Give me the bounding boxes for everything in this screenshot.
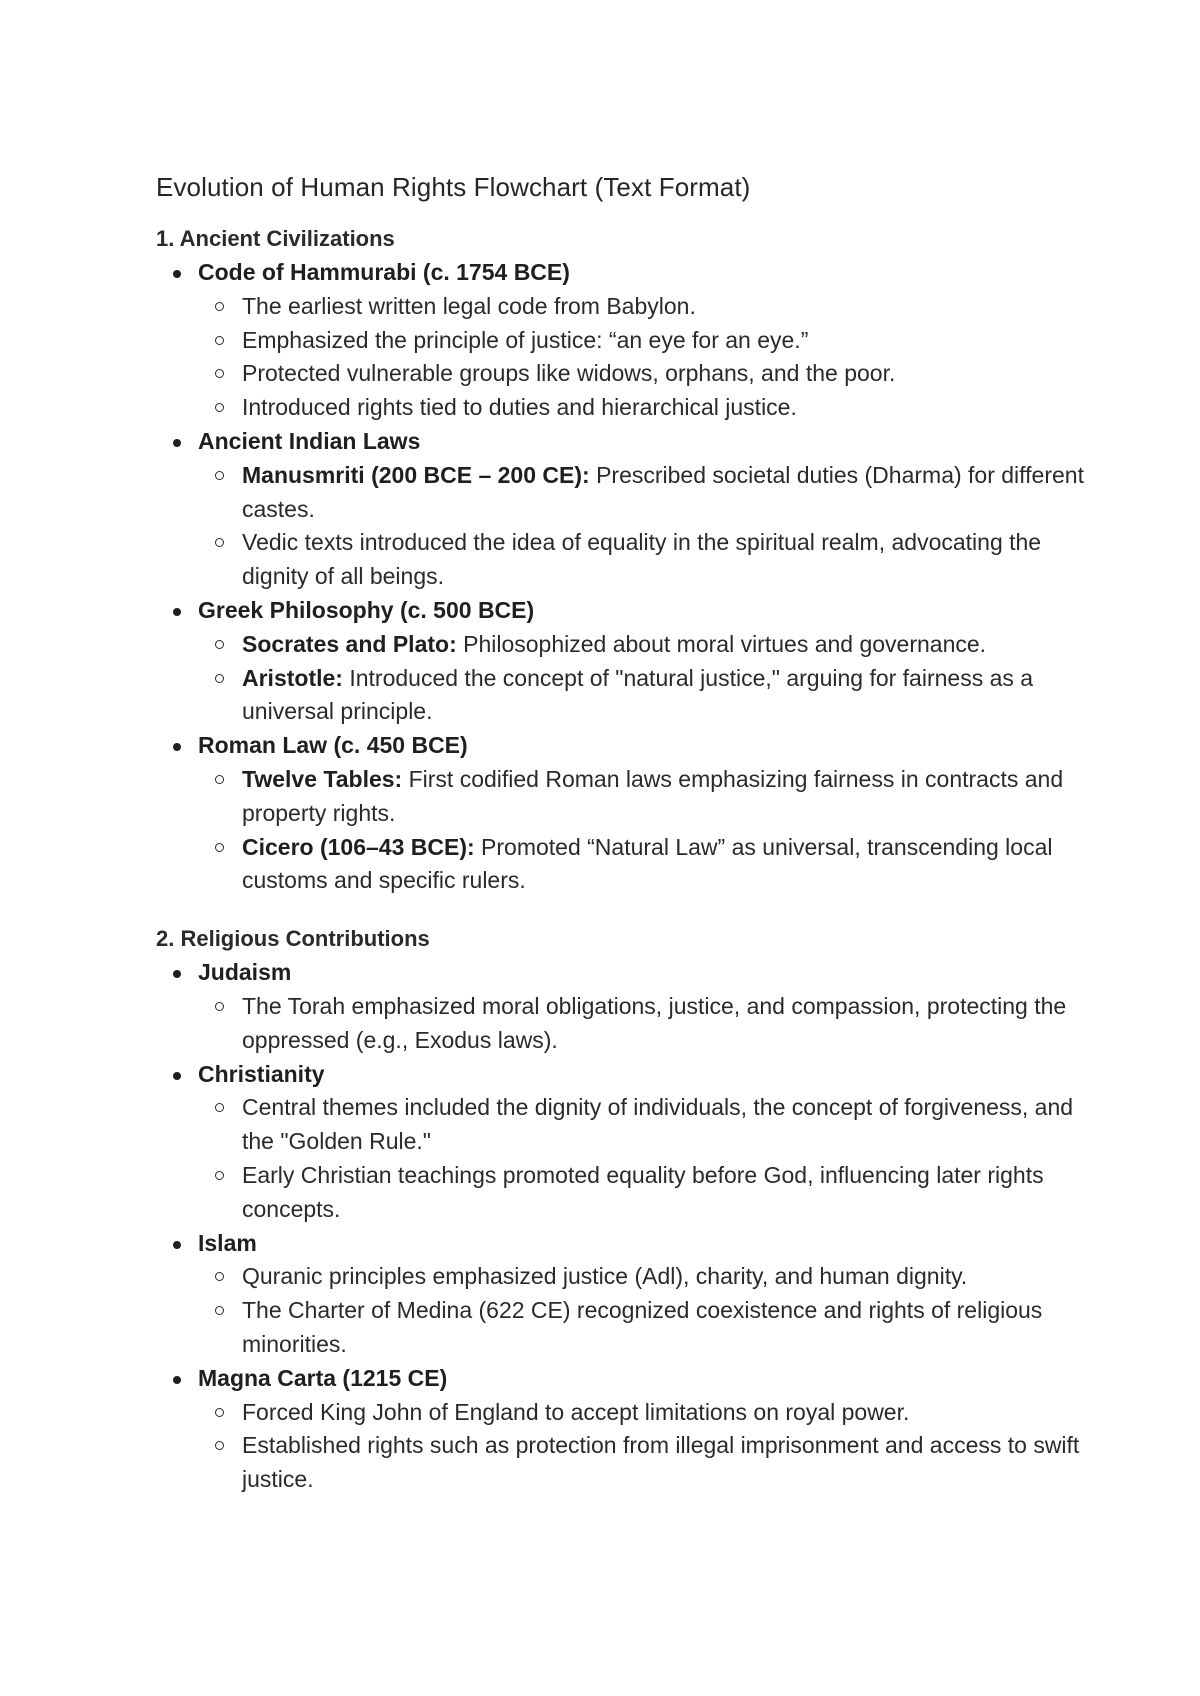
- hollow-bullet-icon: [215, 538, 224, 547]
- point-item: [198, 763, 1086, 831]
- point-text: The Charter of Medina (622 CE) recognized coexistence and rights of religious minorities.: [242, 1297, 1043, 1357]
- point-item: [198, 290, 1086, 324]
- topic-item: [156, 594, 1086, 729]
- topic-title: Ancient Indian Laws: [198, 427, 421, 454]
- hollow-bullet-icon: [215, 1272, 224, 1281]
- point-item: [198, 1294, 1086, 1362]
- topic-title: Magna Carta (1215 CE): [198, 1364, 448, 1391]
- point-text: Vedic texts introduced the idea of equality in the spiritual realm, advocating the dignity of all beings.: [242, 529, 1042, 590]
- hollow-bullet-icon: [215, 843, 224, 852]
- topic-list: [156, 956, 1086, 1497]
- topic-item: [156, 1227, 1086, 1362]
- document-title: Evolution of Human Rights Flowchart (Text Format): [156, 172, 751, 202]
- point-text: Prescribed societal duties (Dharma) for different castes.: [242, 461, 1084, 522]
- hollow-bullet-icon: [215, 1408, 224, 1417]
- topic-item: [156, 1362, 1086, 1497]
- point-term: Socrates and Plato:: [242, 630, 457, 657]
- point-list: [198, 763, 1086, 898]
- document-section: [156, 224, 1086, 898]
- hollow-bullet-icon: [215, 674, 224, 683]
- point-text: First codified Roman laws emphasizing fairness in contracts and property rights.: [242, 765, 1064, 826]
- filled-bullet-icon: [173, 270, 181, 278]
- point-text: The Torah emphasized moral obligations, justice, and compassion, protecting the oppressed (e.g., Exodus laws).: [242, 992, 1067, 1053]
- point-item: [198, 990, 1086, 1058]
- point-item: [198, 357, 1086, 391]
- hollow-bullet-icon: [215, 403, 224, 412]
- point-list: [198, 1091, 1086, 1226]
- point-term: Manusmriti (200 BCE – 200 CE):: [242, 461, 590, 488]
- topic-title: Roman Law (c. 450 BCE): [198, 732, 468, 759]
- filled-bullet-icon: [173, 1072, 181, 1080]
- point-item: [198, 1260, 1086, 1294]
- point-item: [198, 628, 1086, 662]
- point-item: [198, 1396, 1086, 1430]
- hollow-bullet-icon: [215, 1103, 224, 1112]
- hollow-bullet-icon: [215, 1441, 224, 1450]
- point-text: Philosophized about moral virtues and governance.: [463, 630, 987, 657]
- point-item: [198, 1091, 1086, 1159]
- point-list: [198, 459, 1086, 594]
- point-term: Twelve Tables:: [242, 765, 403, 792]
- point-text: Protected vulnerable groups like widows, orphans, and the poor.: [242, 360, 896, 387]
- point-list: [198, 290, 1086, 425]
- point-text: Forced King John of England to accept limitations on royal power.: [242, 1398, 910, 1425]
- point-item: [198, 526, 1086, 594]
- topic-item: [156, 425, 1086, 594]
- point-text: Introduced the concept of "natural justice," arguing for fairness as a universal principle.: [242, 664, 1034, 725]
- hollow-bullet-icon: [215, 1002, 224, 1011]
- point-item: [198, 324, 1086, 358]
- filled-bullet-icon: [173, 1241, 181, 1249]
- hollow-bullet-icon: [215, 369, 224, 378]
- section-heading: 1. Ancient Civilizations: [156, 226, 395, 251]
- point-item: [198, 459, 1086, 527]
- point-item: [198, 831, 1086, 899]
- point-text: Established rights such as protection from illegal imprisonment and access to swift justice.: [242, 1432, 1080, 1493]
- hollow-bullet-icon: [215, 640, 224, 649]
- document-body: [156, 224, 1086, 1497]
- topic-title: Code of Hammurabi (c. 1754 BCE): [198, 259, 570, 285]
- point-list: [198, 628, 1086, 729]
- hollow-bullet-icon: [215, 1306, 224, 1315]
- section-heading: 2. Religious Contributions: [156, 926, 430, 952]
- point-item: [198, 1429, 1086, 1497]
- topic-title: Islam: [198, 1229, 257, 1256]
- filled-bullet-icon: [173, 608, 181, 616]
- point-list: [198, 990, 1086, 1058]
- filled-bullet-icon: [173, 743, 181, 751]
- hollow-bullet-icon: [215, 336, 224, 345]
- point-text: The earliest written legal code from Babylon.: [242, 292, 696, 319]
- topic-item: [156, 729, 1086, 898]
- point-list: [198, 1260, 1086, 1361]
- document-page: [156, 170, 1086, 1523]
- hollow-bullet-icon: [215, 1171, 224, 1180]
- filled-bullet-icon: [173, 970, 181, 978]
- point-text: Quranic principles emphasized justice (Adl), charity, and human dignity.: [242, 1263, 968, 1290]
- point-text: Early Christian teachings promoted equality before God, influencing later rights concepts.: [242, 1161, 1044, 1222]
- document-section: [156, 924, 1086, 1497]
- filled-bullet-icon: [173, 439, 181, 447]
- topic-item: [156, 256, 1086, 425]
- topic-title: Christianity: [198, 1060, 325, 1087]
- topic-title: Greek Philosophy (c. 500 BCE): [198, 596, 535, 623]
- topic-item: [156, 1058, 1086, 1227]
- point-term: Cicero (106–43 BCE):: [242, 833, 475, 860]
- filled-bullet-icon: [173, 1376, 181, 1384]
- topic-item: [156, 956, 1086, 1057]
- point-item: [198, 1159, 1086, 1227]
- point-item: [198, 662, 1086, 730]
- point-text: Promoted “Natural Law” as universal, transcending local customs and specific rulers.: [242, 833, 1053, 894]
- hollow-bullet-icon: [215, 471, 224, 480]
- point-text: Emphasized the principle of justice: “an eye for an eye.”: [242, 326, 809, 353]
- point-text: Central themes included the dignity of individuals, the concept of forgiveness, and the "Golden Rule.": [242, 1094, 1074, 1155]
- point-term: Aristotle:: [242, 664, 343, 691]
- topic-list: [156, 256, 1086, 898]
- topic-title: Judaism: [198, 959, 292, 986]
- point-list: [198, 1396, 1086, 1497]
- hollow-bullet-icon: [215, 302, 224, 311]
- hollow-bullet-icon: [215, 775, 224, 784]
- point-text: Introduced rights tied to duties and hierarchical justice.: [242, 394, 797, 421]
- point-item: [198, 391, 1086, 425]
